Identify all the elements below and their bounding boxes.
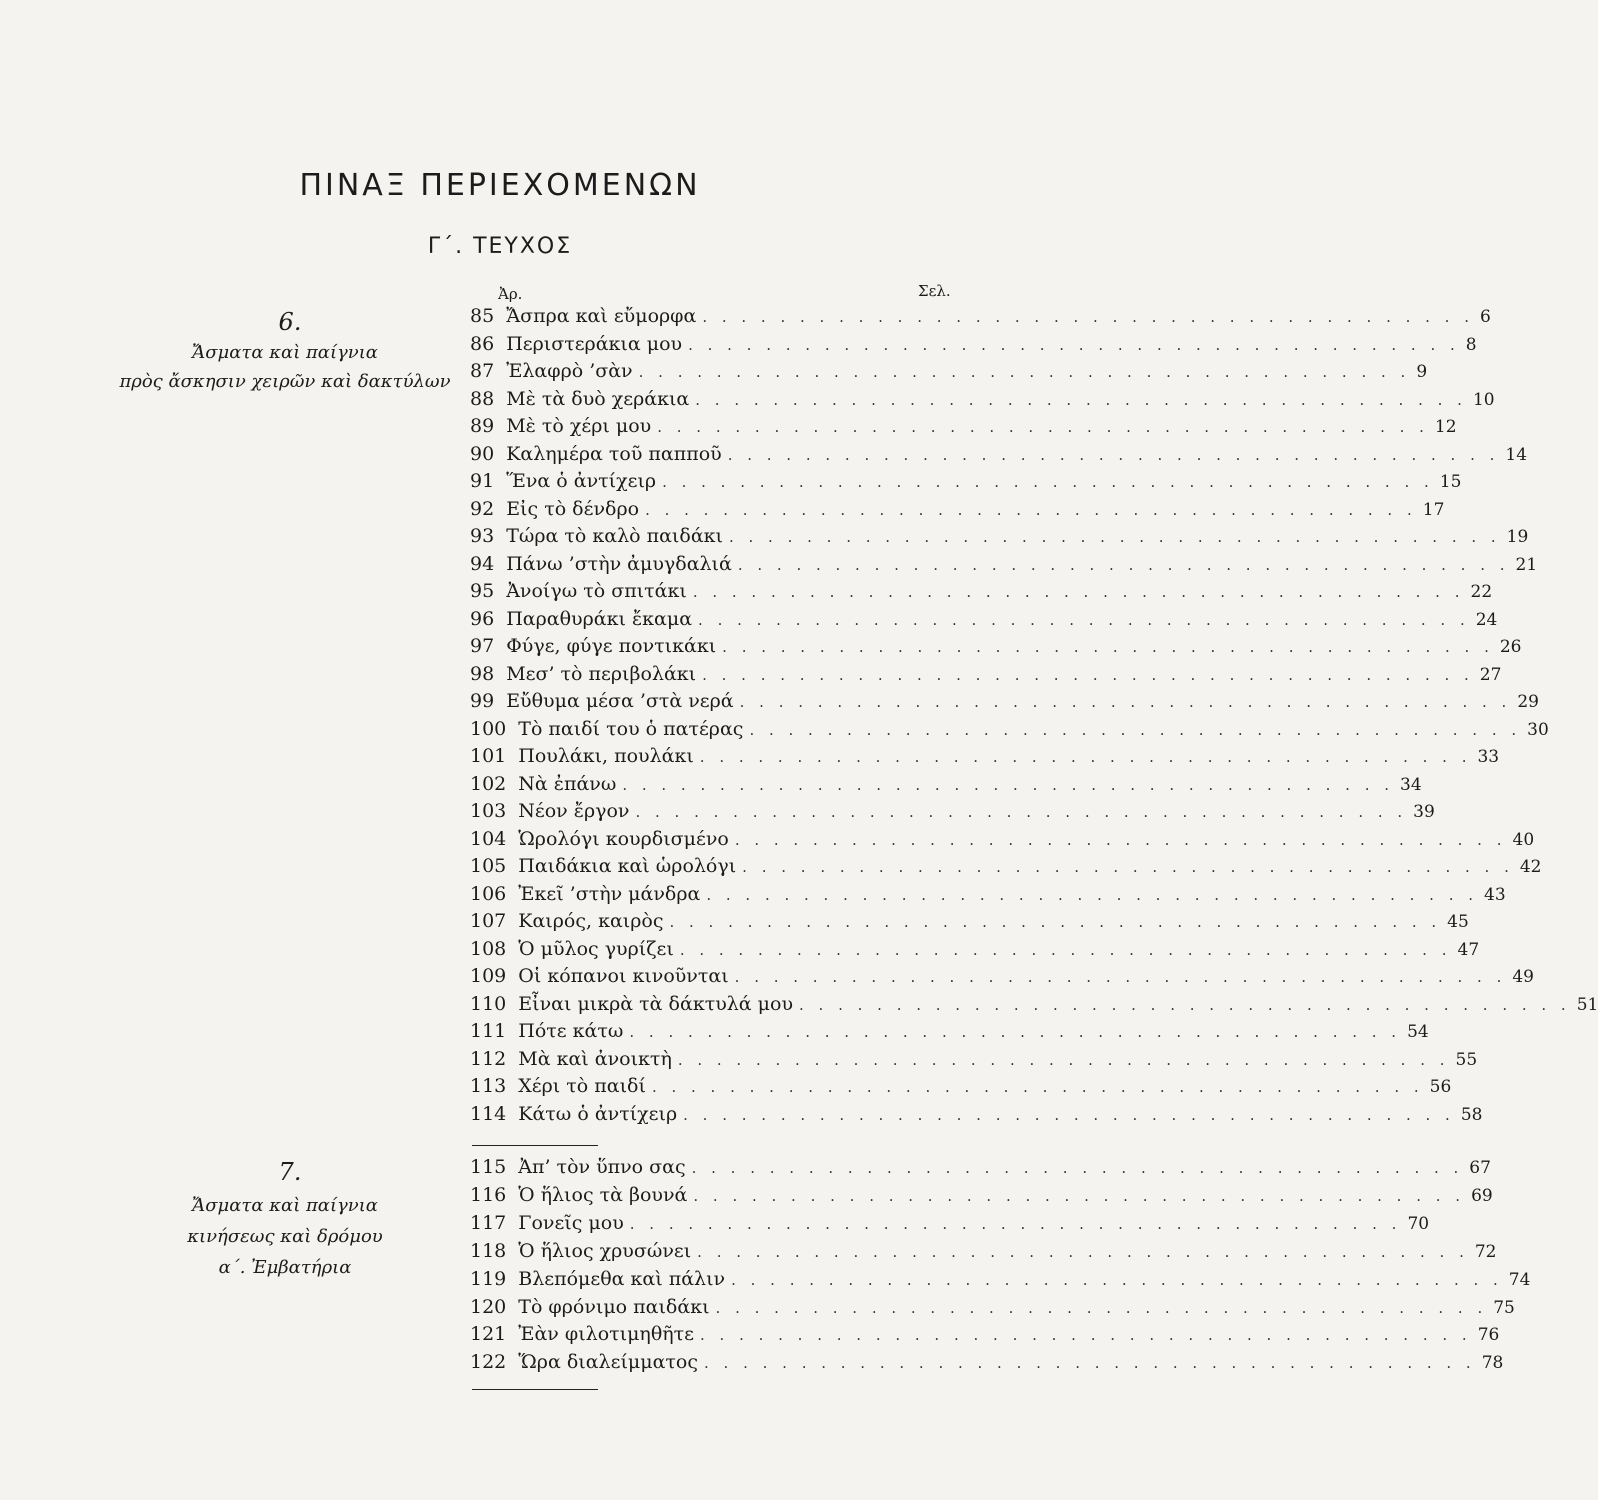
entry-title: Ὁ μῦλος γυρίζει <box>518 937 674 960</box>
entry-number: 116 <box>470 1183 507 1206</box>
entry-number: 112 <box>470 1047 507 1070</box>
entry-number: 96 <box>470 607 495 630</box>
leader-dots: . . . . . . . . . . . . . . . . . . . . . . . . . . . . . . . . . . . . . . . . <box>700 1326 1472 1345</box>
page-column-header: Σελ. <box>918 282 951 300</box>
leader-dots: . . . . . . . . . . . . . . . . . . . . . . . . . . . . . . . . . . . . . . . . <box>695 390 1467 409</box>
contents-entry <box>470 662 1502 690</box>
leader-dots: . . . . . . . . . . . . . . . . . . . . . . . . . . . . . . . . . . . . . . . . <box>734 968 1507 986</box>
entry-title: Παραθυράκι ἔκαμα <box>506 607 693 630</box>
entry-number: 102 <box>470 772 507 795</box>
entry-title: Μὲ τὸ χέρι μου <box>506 415 652 437</box>
entry-number: 94 <box>470 552 495 575</box>
entry-title: Πότε κάτω <box>518 1020 624 1042</box>
entry-number: 86 <box>470 332 495 355</box>
leader-dots: . . . . . . . . . . . . . . . . . . . . . . . . . . . . . . . . . . . . . . . . <box>679 940 1452 959</box>
contents-entry <box>470 910 1469 937</box>
entry-page: 6 <box>1480 307 1491 327</box>
contents-entry <box>470 607 1498 635</box>
leader-dots: . . . . . . . . . . . . . . . . . . . . . . . . . . . . . . . . . . . . . . . . <box>728 528 1501 546</box>
leader-dots: . . . . . . . . . . . . . . . . . . . . . . . . . . . . . . . . . . . . . . . . <box>651 1078 1424 1096</box>
leader-dots: . . . . . . . . . . . . . . . . . . . . . . . . . . . . . . . . . . . . . . . . <box>692 583 1465 601</box>
contents-entry <box>470 360 1428 387</box>
entry-number: 89 <box>470 415 495 437</box>
leader-dots: . . . . . . . . . . . . . . . . . . . . . . . . . . . . . . . . . . . . . . . . <box>688 335 1460 354</box>
leader-dots: . . . . . . . . . . . . . . . . . . . . . . . . . . . . . . . . . . . . . . . . <box>699 748 1472 766</box>
leader-dots: . . . . . . . . . . . . . . . . . . . . . . . . . . . . . . . . . . . . . . . . <box>702 308 1474 326</box>
contents-entry <box>470 415 1457 442</box>
contents-entry <box>470 690 1539 717</box>
entry-number: 122 <box>470 1351 507 1374</box>
entry-title: Νέον ἔργον <box>518 800 630 822</box>
entry-title: Ὥρα διαλείμματος <box>518 1351 699 1374</box>
leader-dots: . . . . . . . . . . . . . . . . . . . . . . . . . . . . . . . . . . . . . . . . <box>722 638 1494 656</box>
entry-number: 105 <box>470 855 507 877</box>
entry-title: Τώρα τὸ καλὸ παιδάκι <box>506 525 723 547</box>
contents-entry <box>470 800 1435 827</box>
entry-number: 113 <box>470 1075 507 1097</box>
leader-dots: . . . . . . . . . . . . . . . . . . . . . . . . . . . . . . . . . . . . . . . . <box>739 693 1512 711</box>
section-heading-line: Ἄσματα καὶ παίγνια <box>192 342 378 363</box>
contents-entry <box>470 1267 1531 1295</box>
entry-title: Μεσ’ τὸ περιβολάκι <box>506 662 697 685</box>
leader-dots: . . . . . . . . . . . . . . . . . . . . . . . . . . . . . . . . . . . . . . . . <box>737 555 1510 574</box>
leader-dots: . . . . . . . . . . . . . . . . . . . . . . . . . . . . . . . . . . . . . . . . <box>635 803 1408 821</box>
section-number: 7. <box>278 1158 302 1186</box>
entry-page: 54 <box>1407 1022 1429 1042</box>
entry-page: 24 <box>1475 609 1498 630</box>
contents-entry <box>470 332 1477 360</box>
entry-number: 111 <box>470 1020 507 1042</box>
entry-number: 106 <box>470 882 507 905</box>
contents-entry <box>470 470 1462 497</box>
entry-page: 40 <box>1512 829 1535 850</box>
entry-page: 51 <box>1576 994 1598 1015</box>
entry-page: 76 <box>1477 1325 1500 1346</box>
entry-number: 121 <box>470 1323 507 1346</box>
entry-page: 27 <box>1479 664 1502 685</box>
entry-title: Ὁ ἥλιος τὰ βουνά <box>518 1183 688 1206</box>
entry-page: 55 <box>1455 1049 1478 1070</box>
contents-entry <box>470 1211 1430 1239</box>
entry-number: 97 <box>470 635 495 657</box>
leader-dots: . . . . . . . . . . . . . . . . . . . . . . . . . . . . . . . . . . . . . . . . <box>683 1105 1455 1124</box>
entry-title: Ὡρολόγι κουρδισμένο <box>518 827 729 850</box>
leader-dots: . . . . . . . . . . . . . . . . . . . . . . . . . . . . . . . . . . . . . . . . <box>702 665 1474 684</box>
entry-title: Εὔθυμα μέσα ’στὰ νερά <box>506 690 734 712</box>
leader-dots: . . . . . . . . . . . . . . . . . . . . . . . . . . . . . . . . . . . . . . . . <box>657 418 1429 436</box>
entry-page: 12 <box>1434 417 1457 437</box>
entry-title: Ἐκεῖ ’στὴν μάνδρα <box>518 882 701 905</box>
entry-page: 43 <box>1484 884 1506 905</box>
entry-title: Πάνω ’στὴν ἀμυγδαλιά <box>506 552 732 575</box>
entry-page: 30 <box>1527 719 1549 740</box>
entry-page: 8 <box>1465 334 1477 355</box>
contents-entry <box>470 1183 1493 1211</box>
section-heading-line: Ἄσματα καὶ παίγνια <box>192 1195 378 1216</box>
leader-dots: . . . . . . . . . . . . . . . . . . . . . . . . . . . . . . . . . . . . . . . . <box>645 500 1417 519</box>
entry-number: 120 <box>470 1295 507 1318</box>
entry-page: 14 <box>1505 444 1528 465</box>
contents-entry <box>470 1351 1504 1378</box>
leader-dots: . . . . . . . . . . . . . . . . . . . . . . . . . . . . . . . . . . . . . . . . <box>638 363 1411 381</box>
entry-number: 117 <box>470 1211 507 1234</box>
entry-number: 101 <box>470 745 507 767</box>
contents-entry <box>470 937 1480 965</box>
entry-title: Περιστεράκια μου <box>506 332 683 355</box>
entry-number: 99 <box>470 690 495 712</box>
leader-dots: . . . . . . . . . . . . . . . . . . . . . . . . . . . . . . . . . . . . . . . . <box>727 445 1500 464</box>
entry-title: Βλεπόμεθα καὶ πάλιν <box>518 1267 726 1290</box>
entry-number: 110 <box>470 992 507 1015</box>
leader-dots: . . . . . . . . . . . . . . . . . . . . . . . . . . . . . . . . . . . . . . . . <box>706 885 1479 904</box>
leader-dots: . . . . . . . . . . . . . . . . . . . . . . . . . . . . . . . . . . . . . . . . <box>693 1186 1466 1205</box>
entry-page: 33 <box>1477 747 1500 767</box>
entry-number: 98 <box>470 662 495 685</box>
end-divider <box>472 1389 598 1390</box>
entry-page: 10 <box>1472 389 1495 410</box>
contents-entry <box>470 1047 1478 1075</box>
entry-number: 87 <box>470 360 495 382</box>
leader-dots: . . . . . . . . . . . . . . . . . . . . . . . . . . . . . . . . . . . . . . . . <box>734 830 1507 849</box>
entry-number: 114 <box>470 1102 507 1125</box>
leader-dots: . . . . . . . . . . . . . . . . . . . . . . . . . . . . . . . . . . . . . . . . <box>731 1270 1503 1289</box>
leader-dots: . . . . . . . . . . . . . . . . . . . . . . . . . . . . . . . . . . . . . . . . <box>669 913 1442 931</box>
entry-page: 15 <box>1439 472 1462 492</box>
entry-page: 34 <box>1400 774 1422 795</box>
entry-number: 115 <box>470 1156 507 1178</box>
section-heading-line: πρὸς ἄσκησιν χειρῶν καὶ δακτύλων <box>119 371 451 392</box>
contents-entry <box>470 497 1445 525</box>
entry-page: 9 <box>1416 362 1428 382</box>
contents-entry <box>470 1156 1491 1183</box>
entry-title: Ἀπ’ τὸν ὕπνο σας <box>518 1156 686 1178</box>
leader-dots: . . . . . . . . . . . . . . . . . . . . . . . . . . . . . . . . . . . . . . . . <box>799 995 1571 1014</box>
entry-title: Χέρι τὸ παιδί <box>518 1075 646 1097</box>
leader-dots: . . . . . . . . . . . . . . . . . . . . . . . . . . . . . . . . . . . . . . . . <box>677 1050 1450 1069</box>
entry-number: 85 <box>470 305 495 327</box>
contents-entry <box>470 580 1493 607</box>
entry-title: Νὰ ἐπάνω <box>518 772 617 795</box>
contents-entry <box>470 965 1534 992</box>
entry-page: 19 <box>1506 527 1529 547</box>
entry-number: 104 <box>470 827 507 850</box>
contents-entry <box>470 635 1522 662</box>
leader-dots: . . . . . . . . . . . . . . . . . . . . . . . . . . . . . . . . . . . . . . . . <box>691 1159 1464 1177</box>
entry-page: 78 <box>1481 1353 1504 1374</box>
entry-title: Μὰ καὶ ἀνοικτὴ <box>518 1047 672 1070</box>
leader-dots: . . . . . . . . . . . . . . . . . . . . . . . . . . . . . . . . . . . . . . . . <box>698 610 1470 629</box>
entry-title: Ἄσπρα καὶ εὔμορφα <box>506 305 697 327</box>
section-heading-line: κινήσεως καὶ δρόμου <box>187 1226 383 1247</box>
entry-title: Καιρός, καιρὸς <box>518 910 664 932</box>
entry-page: 70 <box>1407 1213 1430 1234</box>
entry-number: 88 <box>470 387 495 410</box>
leader-dots: . . . . . . . . . . . . . . . . . . . . . . . . . . . . . . . . . . . . . . . . <box>704 1354 1476 1373</box>
entry-number: 109 <box>470 965 507 987</box>
entry-page: 26 <box>1499 637 1522 657</box>
volume-subtitle: Γ΄. ΤΕΥΧΟΣ <box>427 234 573 259</box>
contents-entry <box>470 525 1529 552</box>
entry-title: Μὲ τὰ δυὸ χεράκια <box>506 387 690 410</box>
entry-page: 69 <box>1471 1185 1493 1206</box>
entry-title: Τὸ φρόνιμο παιδάκι <box>518 1295 710 1318</box>
entry-number: 95 <box>470 580 495 602</box>
entry-page: 45 <box>1447 912 1469 932</box>
entry-number: 107 <box>470 910 507 932</box>
entry-title: Φύγε, φύγε ποντικάκι <box>506 635 717 657</box>
contents-entry <box>470 1075 1452 1102</box>
entry-number: 118 <box>470 1239 507 1262</box>
entry-page: 67 <box>1469 1158 1491 1178</box>
contents-entry <box>470 387 1495 415</box>
entry-page: 47 <box>1457 939 1480 960</box>
entry-number: 92 <box>470 497 495 520</box>
entry-title: Τὸ παιδί του ὁ πατέρας <box>518 717 744 740</box>
entry-title: Καλημέρα τοῦ παπποῦ <box>506 442 722 465</box>
entry-title: Ἀνοίγω τὸ σπιτάκι <box>506 580 687 602</box>
entry-page: 49 <box>1512 967 1534 987</box>
leader-dots: . . . . . . . . . . . . . . . . . . . . . . . . . . . . . . . . . . . . . . . . <box>715 1298 1488 1317</box>
entry-page: 21 <box>1515 554 1538 575</box>
entry-number: 91 <box>470 470 495 492</box>
entry-number: 90 <box>470 442 495 465</box>
contents-entry <box>470 1020 1429 1047</box>
contents-entry <box>470 827 1535 855</box>
contents-entry <box>470 1239 1497 1267</box>
contents-entry <box>470 717 1549 745</box>
entry-number: 119 <box>470 1267 507 1290</box>
entry-number: 100 <box>470 717 507 740</box>
entry-title: Πουλάκι, πουλάκι <box>518 745 694 767</box>
entry-page: 42 <box>1519 857 1542 877</box>
leader-dots: . . . . . . . . . . . . . . . . . . . . . . . . . . . . . . . . . . . . . . . . <box>749 720 1522 739</box>
entry-title: Ὁ ἥλιος χρυσώνει <box>518 1239 692 1262</box>
section-number: 6. <box>278 308 302 336</box>
entry-number: 103 <box>470 800 507 822</box>
entry-number: 108 <box>470 937 507 960</box>
leader-dots: . . . . . . . . . . . . . . . . . . . . . . . . . . . . . . . . . . . . . . . . <box>697 1242 1469 1261</box>
entry-page: 17 <box>1422 499 1445 520</box>
contents-entry <box>470 442 1528 470</box>
contents-entry <box>470 882 1506 910</box>
contents-entry <box>470 745 1500 772</box>
entry-number: 93 <box>470 525 495 547</box>
contents-entry <box>470 305 1491 332</box>
entry-page: 29 <box>1517 692 1539 712</box>
contents-entry <box>470 992 1598 1020</box>
entry-title: Εἰς τὸ δένδρο <box>506 497 640 520</box>
contents-entry <box>470 772 1422 800</box>
entry-title: Ἐὰν φιλοτιμηθῆτε <box>518 1323 694 1346</box>
entry-page: 75 <box>1493 1297 1515 1318</box>
leader-dots: . . . . . . . . . . . . . . . . . . . . . . . . . . . . . . . . . . . . . . . . <box>742 858 1514 876</box>
contents-entry <box>470 552 1538 580</box>
number-column-header: Ἀρ. <box>498 285 523 303</box>
leader-dots: . . . . . . . . . . . . . . . . . . . . . . . . . . . . . . . . . . . . . . . . <box>622 775 1395 794</box>
contents-entry <box>470 1323 1500 1350</box>
entry-page: 39 <box>1413 802 1435 822</box>
entry-page: 72 <box>1474 1241 1497 1262</box>
entry-page: 58 <box>1460 1104 1483 1125</box>
contents-entry <box>470 855 1542 882</box>
entry-title: Ἕνα ὁ ἀντίχειρ <box>506 470 657 492</box>
entry-page: 74 <box>1508 1269 1531 1290</box>
entry-title: Οἱ κόπανοι κινοῦνται <box>518 965 729 987</box>
entry-title: Κάτω ὁ ἀντίχειρ <box>518 1102 678 1125</box>
contents-entry <box>470 1102 1483 1130</box>
entry-title: Εἶναι μικρὰ τὰ δάκτυλά μου <box>518 992 794 1015</box>
entry-page: 56 <box>1429 1077 1452 1097</box>
leader-dots: . . . . . . . . . . . . . . . . . . . . . . . . . . . . . . . . . . . . . . . . <box>629 1214 1402 1233</box>
leader-dots: . . . . . . . . . . . . . . . . . . . . . . . . . . . . . . . . . . . . . . . . <box>629 1023 1402 1041</box>
entry-title: Παιδάκια καὶ ὡρολόγι <box>518 855 737 877</box>
page-title: ΠΙΝΑΞ ΠΕΡΙΕΧΟΜΕΝΩΝ <box>299 168 701 203</box>
leader-dots: . . . . . . . . . . . . . . . . . . . . . . . . . . . . . . . . . . . . . . . . <box>662 473 1434 491</box>
entry-page: 22 <box>1470 582 1493 602</box>
contents-entry <box>470 1295 1515 1323</box>
section-heading-line: α΄. Ἐμβατήρια <box>218 1257 352 1278</box>
section-divider <box>472 1145 598 1146</box>
entry-title: Ἐλαφρὸ ’σὰν <box>506 360 633 382</box>
entry-title: Γονεῖς μου <box>518 1211 624 1234</box>
